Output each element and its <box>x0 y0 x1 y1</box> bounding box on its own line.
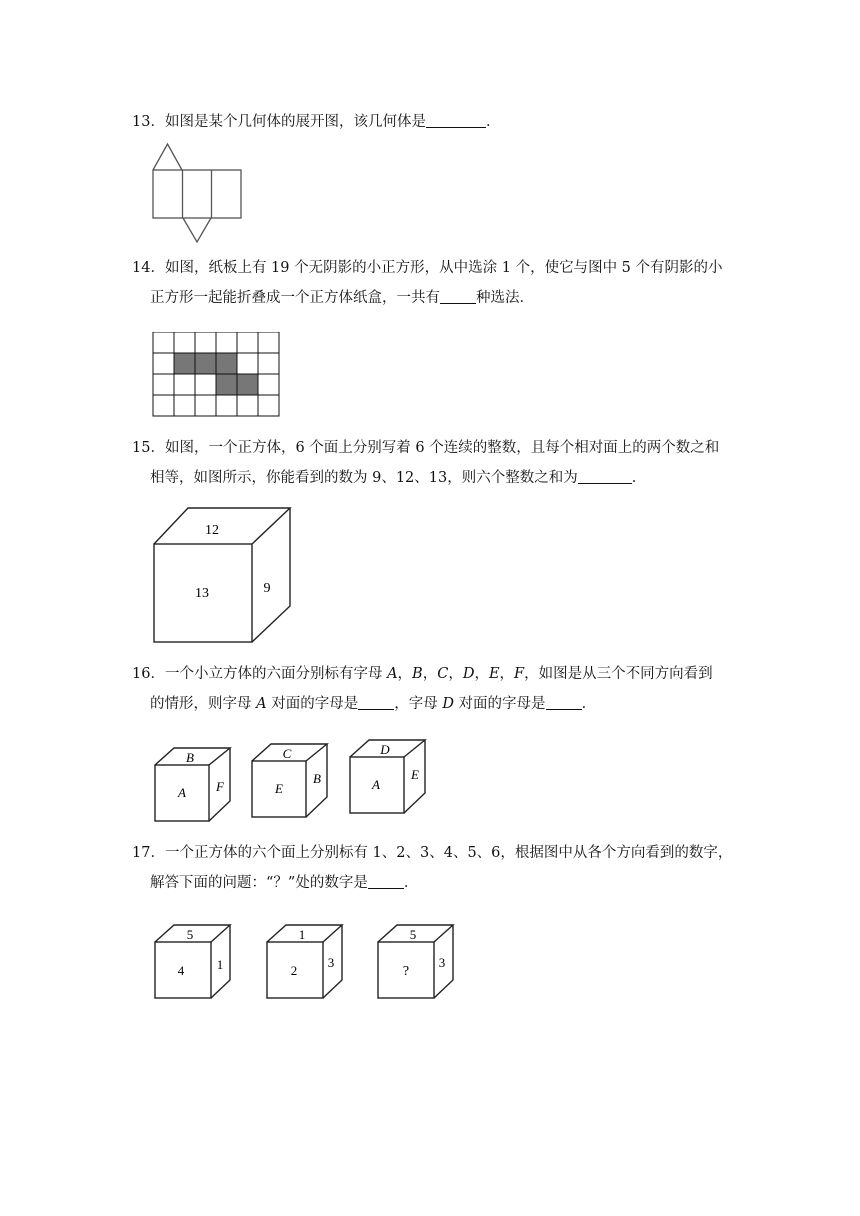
answer-blank <box>358 695 394 710</box>
cube-right-letter: B <box>313 771 321 786</box>
question-text: 如图，纸板上有 19 个无阴影的小正方形，从中选涂 1 个，使它与图中 5 个有阴影的小 <box>164 260 723 276</box>
punctuation: ， <box>422 666 438 682</box>
number-cube-3 <box>375 922 459 1002</box>
answer-blank <box>546 695 582 710</box>
cube-front-letter: E <box>275 781 283 796</box>
question-text: 对面的字母是 <box>266 696 359 712</box>
question-text: 解答下面的问题：“？”处的数字是 <box>150 875 368 891</box>
punctuation: ， <box>499 666 515 682</box>
shaded-square <box>195 353 216 374</box>
cube-top-letter: C <box>282 746 292 761</box>
net-top-triangle <box>153 144 182 170</box>
question-text: ，字母 <box>394 696 443 712</box>
cube-top-number: 1 <box>298 927 306 942</box>
question-text: 种选法． <box>476 290 534 306</box>
grid-figure <box>152 332 282 418</box>
cube-front-letter: A <box>178 785 186 800</box>
question-number: 17． <box>132 845 165 861</box>
punctuation: ， <box>474 666 489 682</box>
cube-right-number: 3 <box>438 955 446 970</box>
question-text: 对面的字母是 <box>453 696 546 712</box>
punctuation: ， <box>448 666 463 682</box>
shaded-square <box>216 374 237 395</box>
number-cube-2 <box>264 922 348 1002</box>
question-14 <box>132 258 742 308</box>
cube-right-letter: E <box>411 767 419 782</box>
cube-right-number: 9 <box>263 581 271 596</box>
question-15 <box>132 438 742 488</box>
question-text: 正方形一起能折叠成一个正方体纸盒，一共有 <box>150 290 440 306</box>
cube-front-number: 4 <box>177 963 185 978</box>
net-bottom-triangle <box>183 218 211 242</box>
letter-cube-1 <box>152 745 236 825</box>
cube-front-number: 2 <box>290 963 298 978</box>
letter-cube-3 <box>347 737 431 817</box>
punctuation: ． <box>485 114 501 130</box>
question-text: 如图，一个正方体，6 个面上分别写着 6 个连续的整数，且每个相对面上的两个数之和 <box>164 440 720 456</box>
question-text: 如图是某个几何体的展开图，该几何体是 <box>164 114 426 130</box>
cube-right-letter: F <box>216 779 224 794</box>
letter-cube-2 <box>249 741 333 821</box>
punctuation: ． <box>581 696 597 712</box>
cube-top-number: 5 <box>186 927 194 942</box>
letter: B <box>412 666 423 682</box>
cube-right-number: 1 <box>216 957 224 972</box>
question-text: ，如图是从三个不同方向看到 <box>524 666 713 682</box>
net-rectangles <box>153 170 241 218</box>
cube-figure-q15 <box>150 504 295 646</box>
letter: F <box>514 666 525 682</box>
punctuation: ． <box>403 875 419 891</box>
answer-blank <box>368 874 404 889</box>
question-number: 13． <box>132 114 165 130</box>
shaded-square <box>237 374 258 395</box>
letter: A <box>256 696 267 712</box>
net-figure-prism <box>150 142 245 246</box>
question-text: 相等，如图所示，你能看到的数为 9、12、13，则六个整数之和为 <box>150 470 578 486</box>
question-number: 14． <box>132 260 165 276</box>
shaded-square <box>216 353 237 374</box>
cube-right-number: 3 <box>327 955 335 970</box>
question-text: 的情形，则字母 <box>150 696 257 712</box>
question-17 <box>132 843 742 893</box>
cube-top-number: 5 <box>409 927 417 942</box>
letter: C <box>437 666 449 682</box>
question-text: ． <box>631 470 647 486</box>
letter: A <box>387 666 398 682</box>
cube-front-number: 13 <box>195 586 209 601</box>
answer-blank <box>578 469 632 484</box>
letter: D <box>462 666 475 682</box>
shaded-square <box>174 353 195 374</box>
cube-front-unknown: ? <box>402 964 410 979</box>
question-number: 16． <box>132 666 165 682</box>
number-cube-1 <box>152 922 236 1002</box>
question-13 <box>132 112 742 132</box>
question-text: 一个正方体的六个面上分别标有 1、2、3、4、5、6，根据图中从各个方向看到的数字， <box>164 845 733 861</box>
question-16 <box>132 664 742 714</box>
letter: E <box>488 666 500 682</box>
cube-top-letter: D <box>380 742 390 757</box>
cube-top-number: 12 <box>205 523 219 538</box>
letter: D <box>442 696 454 712</box>
answer-blank <box>440 289 476 304</box>
cube-front-letter: A <box>372 777 380 792</box>
punctuation: ， <box>397 666 413 682</box>
question-number: 15． <box>132 440 165 456</box>
question-text: 一个小立方体的六面分别标有字母 <box>164 666 388 682</box>
answer-blank <box>426 113 486 128</box>
cube-top-letter: B <box>186 750 194 765</box>
